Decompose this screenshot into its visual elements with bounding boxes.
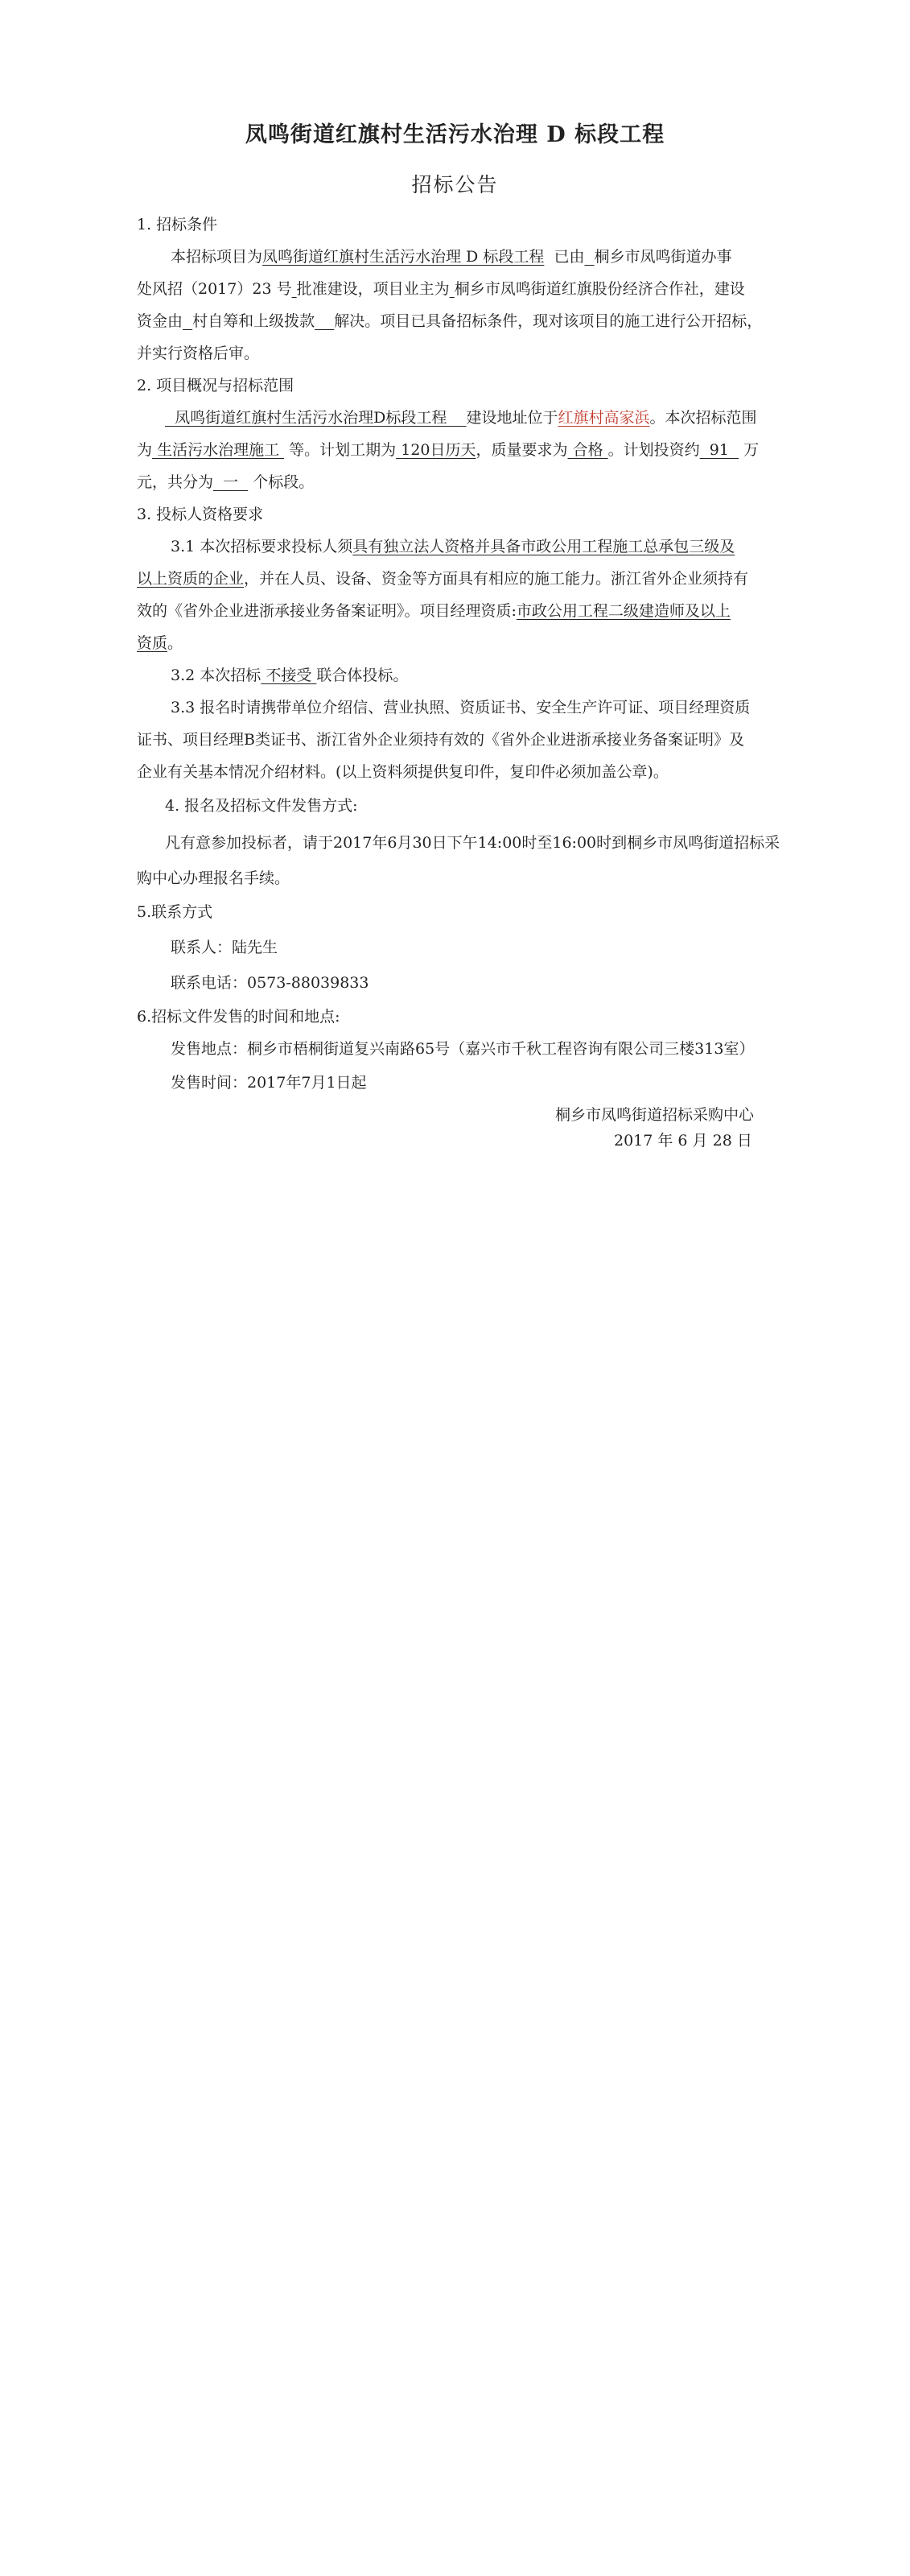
text-span: ，质量要求为 xyxy=(476,441,568,459)
section-3-1-line-1 xyxy=(171,538,806,555)
issuer-organization: 桐乡市凤鸣街道招标采购中心 xyxy=(555,1106,755,1124)
section-1-line-3 xyxy=(137,312,772,330)
section-1-line-2 xyxy=(137,280,772,298)
section-3-3-line-2: 证书、项目经理B类证书、浙江省外企业须持有效的《省外企业进浙承接业务备案证明》及 xyxy=(137,731,744,749)
section-4-line-1: 凡有意参加投标者，请于2017年6月30日下午14:00时至16:00时到桐乡市凤鸣街道招标采 xyxy=(165,834,780,852)
section-2-line-2 xyxy=(137,441,772,459)
text-span: 3.1 本次招标要求投标人须 xyxy=(171,538,353,555)
qualification-underlined: 具有独立法人资格并具备市政公用工程施工总承包三级及 xyxy=(352,538,735,555)
text-span: 个标段。 xyxy=(253,473,315,491)
contact-person: 联系人：陆先生 xyxy=(171,939,278,956)
text-span: 。计划投资约 xyxy=(607,441,700,459)
document-title: 凤鸣街道红旗村生活污水治理 D 标段工程 xyxy=(245,122,665,147)
text-span: 处风招（2017）23 号 xyxy=(137,280,292,298)
section-3-1-line-2 xyxy=(137,570,772,588)
text-span: 万 xyxy=(743,441,760,459)
section-3-3-line-1: 3.3 报名时请携带单位介绍信、营业执照、资质证书、安全生产许可证、项目经理资质 xyxy=(171,699,751,716)
text-span: 为 xyxy=(137,441,153,459)
text-span: 建设地址位于 xyxy=(466,409,558,427)
text-span: 联合体投标。 xyxy=(316,667,409,684)
manager-qualification-underlined: 资质 xyxy=(137,634,168,652)
text-span: 元，共分为 xyxy=(137,473,214,491)
issue-date: 2017 年 6 月 28 日 xyxy=(614,1132,752,1150)
section-3-heading: 3. 投标人资格要求 xyxy=(137,506,264,523)
text-span: 村自筹和上级拨款 xyxy=(192,312,315,330)
section-2-heading: 2. 项目概况与招标范围 xyxy=(137,377,294,394)
text-span: 资金由 xyxy=(137,312,183,330)
text-span: 。 xyxy=(167,634,183,652)
joint-bid-underlined: 不接受 xyxy=(266,667,312,684)
section-1-line-4: 并实行资格后审。 xyxy=(137,345,260,362)
document-subtitle: 招标公告 xyxy=(411,173,499,196)
project-name-underlined: 凤鸣街道红旗村生活污水治理D标段工程 xyxy=(175,409,447,427)
text-span: 。本次招标范围 xyxy=(649,409,757,427)
site-address-highlight: 红旗村高家浜 xyxy=(558,409,650,427)
text-span: 桐乡市凤鸣街道办事 xyxy=(594,248,732,266)
section-4-heading: 4. 报名及招标文件发售方式: xyxy=(165,797,358,815)
scope-underlined: 生活污水治理施工 xyxy=(157,441,280,459)
text-span: ，并在人员、设备、资金等方面具有相应的施工能力。浙江省外企业须持有 xyxy=(244,570,749,588)
lot-count-underlined: 一 xyxy=(223,473,239,491)
sale-time: 发售时间：2017年7月1日起 xyxy=(171,1074,367,1092)
sale-place: 发售地点：桐乡市梧桐街道复兴南路65号（嘉兴市千秋工程咨询有限公司三楼313室） xyxy=(171,1040,755,1058)
section-3-2-line xyxy=(171,667,806,684)
section-4-line-2: 购中心办理报名手续。 xyxy=(137,869,290,887)
text-span: 批准建设，项目业主为 xyxy=(296,280,450,298)
section-3-3-line-3: 企业有关基本情况介绍材料。(以上资料须提供复印件，复印件必须加盖公章)。 xyxy=(137,763,669,781)
text-span: 3.2 本次招标 xyxy=(171,667,261,684)
section-1-heading: 1. 招标条件 xyxy=(137,216,218,233)
section-3-1-line-3 xyxy=(137,602,772,620)
section-5-heading: 5.联系方式 xyxy=(137,903,213,921)
manager-qualification-underlined: 市政公用工程二级建造师及以上 xyxy=(516,602,731,620)
text-span: 解决。项目已具备招标条件，现对该项目的施工进行公开招标， xyxy=(334,312,763,330)
text-span: 本招标项目为 xyxy=(171,248,263,266)
section-1-line-1 xyxy=(171,248,806,266)
qualification-underlined: 以上资质的企业 xyxy=(137,570,245,588)
text-span: 桐乡市凤鸣街道红旗股份经济合作社，建设 xyxy=(454,280,745,298)
duration-underlined: 120日历天 xyxy=(401,441,476,459)
text-span: 效的《省外企业进浙承接业务备案证明》。项目经理资质: xyxy=(137,602,517,620)
section-2-line-1 xyxy=(165,409,801,427)
project-name-underlined: 凤鸣街道红旗村生活污水治理 D 标段工程 xyxy=(262,248,545,266)
section-3-1-line-4 xyxy=(137,634,772,652)
quality-underlined: 合格 xyxy=(572,441,603,459)
investment-underlined: 91 xyxy=(709,441,729,459)
contact-phone: 联系电话：0573-88039833 xyxy=(171,974,369,992)
section-2-line-3 xyxy=(137,473,772,491)
text-span: 等。计划工期为 xyxy=(289,441,397,459)
text-span: 已由 xyxy=(554,248,585,266)
section-6-heading: 6.招标文件发售的时间和地点: xyxy=(137,1008,340,1026)
